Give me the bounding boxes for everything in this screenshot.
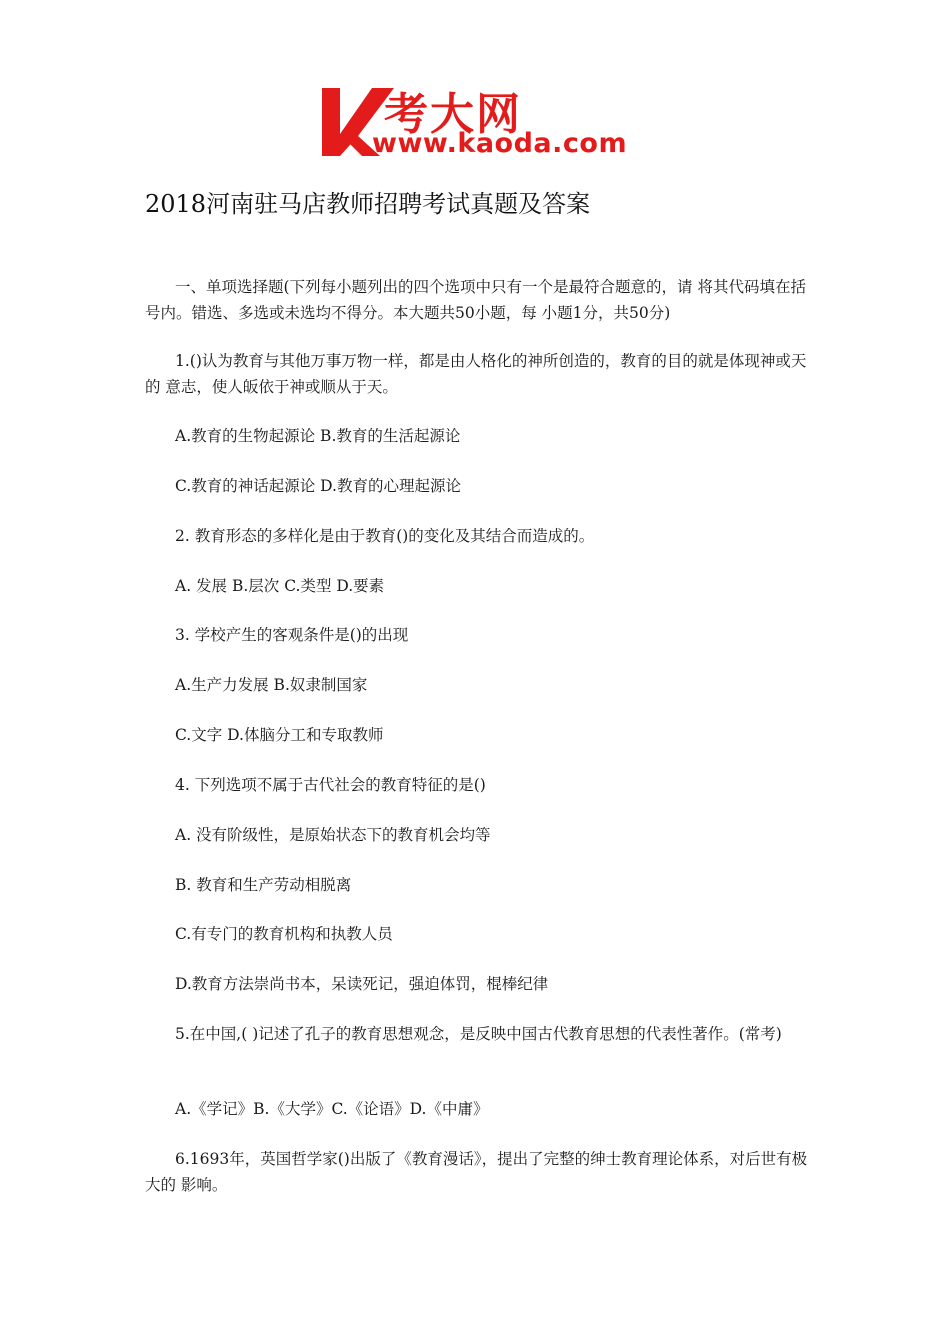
question-4-stem: 4. 下列选项不属于古代社会的教育特征的是(): [175, 776, 486, 794]
question-3-options-ab: A.生产力发展 B.奴隶制国家: [175, 676, 368, 694]
logo-brand-url: www.kaoda.com: [372, 128, 628, 159]
logo-brand-cn: 考大网: [384, 89, 522, 140]
question-2-stem: 2. 教育形态的多样化是由于教育()的变化及其结合而造成的。: [175, 527, 595, 545]
kaoda-logo: [318, 84, 638, 160]
question-4-option-b: B. 教育和生产劳动相脱离: [175, 876, 352, 894]
question-5-options: A.《学记》B.《大学》C.《论语》D.《中庸》: [175, 1100, 489, 1118]
question-1-stem: 1.()认为教育与其他万事万物一样，都是由人格化的神所创造的，教育的目的就是体现神或天的 意志，使人皈依于神或顺从于天。: [145, 352, 807, 396]
question-1-options-cd: C.教育的神话起源论 D.教育的心理起源论: [175, 477, 461, 495]
question-4-option-a: A. 没有阶级性，是原始状态下的教育机会均等: [175, 826, 491, 844]
section-instructions: 一、单项选择题(下列每小题列出的四个选项中只有一个是最符合题意的，请 将其代码填在括号内。错选、多选或未选均不得分。本大题共50小题，每 小题1分，共50分): [145, 278, 806, 322]
question-1-options-ab: A.教育的生物起源论 B.教育的生活起源论: [175, 427, 461, 445]
document-title: 2018河南驻马店教师招聘考试真题及答案: [145, 190, 591, 218]
question-6-stem: 6.1693年，英国哲学家()出版了《教育漫话》，提出了完整的绅士教育理论体系，对后世有极大的 影响。: [145, 1150, 808, 1194]
question-4-option-c: C.有专门的教育机构和执教人员: [175, 925, 393, 943]
question-2-options: A. 发展 B.层次 C.类型 D.要素: [175, 577, 385, 595]
question-3-options-cd: C.文字 D.体脑分工和专取教师: [175, 726, 384, 744]
question-4-option-d: D.教育方法崇尚书本，呆读死记，强迫体罚，棍棒纪律: [175, 975, 549, 993]
question-3-stem: 3. 学校产生的客观条件是()的出现: [175, 626, 409, 644]
question-5-stem: 5.在中国,( )记述了孔子的教育思想观念，是反映中国古代教育思想的代表性著作。(常考): [175, 1025, 782, 1043]
